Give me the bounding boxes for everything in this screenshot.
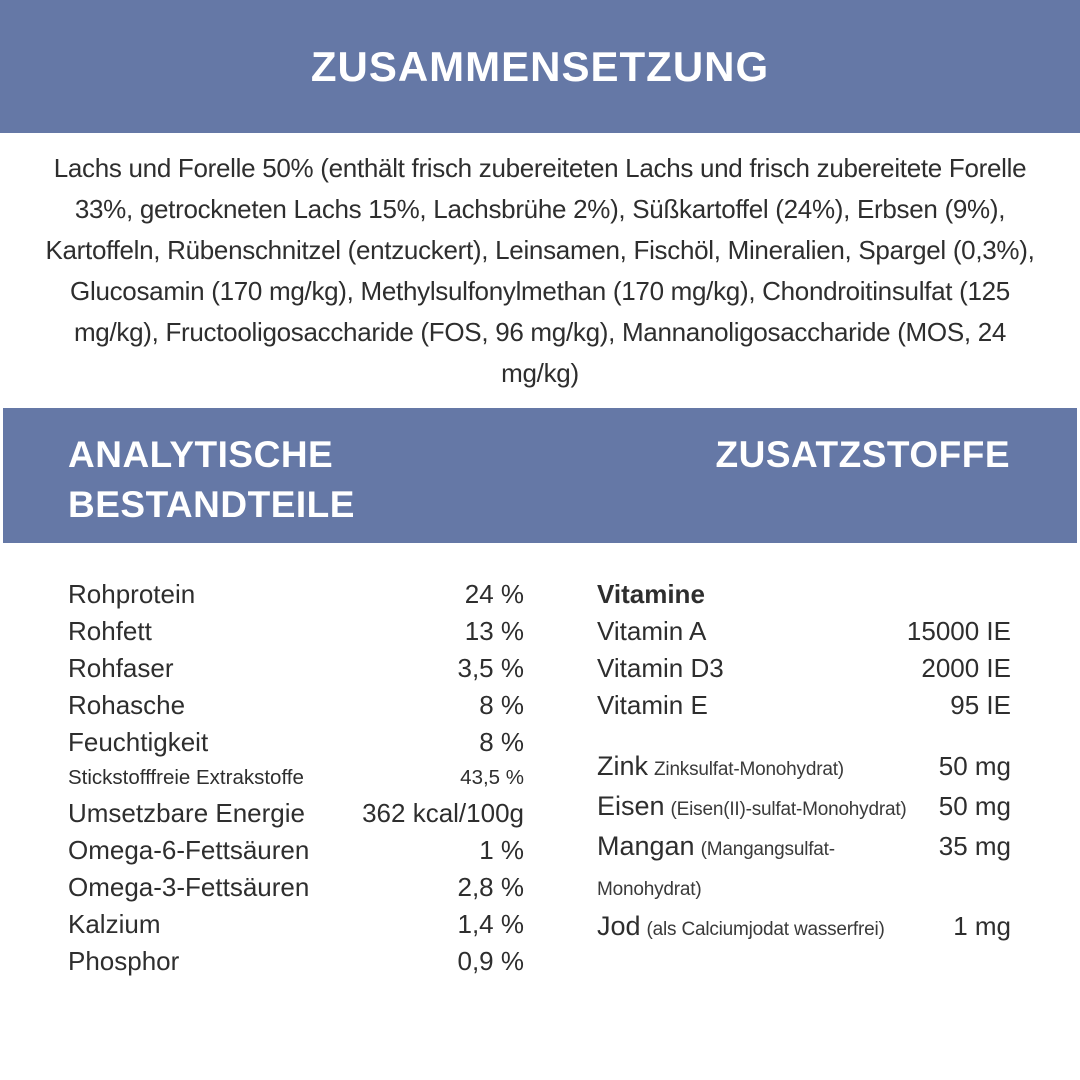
analytical-value: 8 %: [479, 727, 524, 757]
composition-header-band: [0, 0, 1080, 133]
table-row: [597, 748, 1011, 788]
mineral-note: Zinksulfat-Monohydrat): [654, 759, 844, 780]
analytical-constituents-title: ANALYTISCHE BESTANDTEILE: [68, 434, 355, 525]
minerals-group: [597, 748, 1011, 948]
analytical-value: 8 %: [479, 690, 524, 720]
table-row: [597, 908, 1011, 948]
mineral-label: [597, 788, 907, 828]
analytical-label: Rohprotein: [68, 579, 196, 609]
table-row: [68, 869, 524, 906]
analytical-label: Feuchtigkeit: [68, 727, 209, 757]
table-row: [68, 943, 524, 980]
vitamin-value: 15000 IE: [906, 616, 1011, 646]
table-row: [68, 687, 524, 724]
table-row: [68, 650, 524, 687]
analytical-value: 3,5 %: [457, 653, 524, 683]
analytical-value: 1 %: [479, 835, 524, 865]
vitamins-header: Vitamine: [597, 579, 705, 609]
table-row: [68, 832, 524, 869]
analytical-label: Phosphor: [68, 946, 180, 976]
analytical-value: 2,8 %: [457, 872, 524, 902]
composition-section: [0, 133, 1080, 408]
mineral-value: 50 mg: [938, 751, 1011, 781]
table-row: [68, 761, 524, 795]
analytical-label: Stickstofffreie Extrakstoffe: [68, 766, 304, 789]
mineral-name: Mangan: [597, 831, 695, 861]
analytical-label: Rohasche: [68, 690, 186, 720]
table-row: [597, 650, 1011, 687]
section-headings-band: [3, 408, 1077, 543]
mineral-note: (Eisen(II)-sulfat-Monohydrat): [670, 799, 907, 820]
vitamin-label: Vitamin A: [597, 616, 707, 646]
table-row: [597, 828, 1011, 908]
analytical-value: 0,9 %: [457, 946, 524, 976]
table-row: [68, 795, 524, 832]
analytical-label: Rohfett: [68, 616, 152, 646]
mineral-name: Zink: [597, 751, 649, 781]
analytical-label: Omega-6-Fettsäuren: [68, 835, 310, 865]
analytical-value: 1,4 %: [457, 909, 524, 939]
analytical-value: 13 %: [464, 616, 524, 646]
composition-title: ZUSAMMENSETZUNG: [310, 42, 770, 90]
mineral-label: [597, 748, 844, 788]
mineral-name: Eisen: [597, 791, 665, 821]
analytical-label: Umsetzbare Energie: [68, 798, 305, 828]
analytical-table: [68, 576, 524, 980]
table-row: [68, 613, 524, 650]
table-row: [597, 687, 1011, 724]
mineral-note: (Mangangsulfat-Monohydrat): [597, 839, 835, 900]
table-row: [68, 724, 524, 761]
analytical-label: Rohfaser: [68, 653, 174, 683]
vitamin-value: 95 IE: [950, 690, 1011, 720]
mineral-label: [597, 908, 885, 948]
table-row: [597, 788, 1011, 828]
mineral-value: 35 mg: [938, 831, 1011, 861]
table-row: [68, 576, 524, 613]
nutrition-tables: [0, 543, 1080, 980]
mineral-value: 1 mg: [953, 911, 1011, 941]
additives-title: ZUSATZSTOFFE: [715, 434, 1010, 475]
analytical-label: Omega-3-Fettsäuren: [68, 872, 310, 902]
vitamin-label: Vitamin E: [597, 690, 708, 720]
analytical-value: 43,5 %: [460, 766, 524, 789]
analytical-value: 24 %: [464, 579, 524, 609]
mineral-label: [597, 828, 929, 908]
table-row: [68, 906, 524, 943]
table-row: [597, 613, 1011, 650]
vitamin-label: Vitamin D3: [597, 653, 724, 683]
mineral-note: (als Calciumjodat wasserfrei): [646, 919, 885, 940]
ingredients-text: Lachs und Forelle 50% (enthält frisch zubereiteten Lachs und frisch zubereitete Forelle 33%, getrockneten Lachs 15%, Lachsbrühe 2%), Süßkartoffel (24%), Erbsen (9%), Kartoffeln, Rübenschnitzel (entzuckert), Leinsamen, Fischöl, Mineralien, Spargel (0,3%), Glucosamin (170 mg/kg), Methylsulfonylmethan (170 mg/kg), Chondroitinsulfat (125 mg/kg), Fructooligosaccharide (FOS, 96 mg/kg), Mannanoligosaccharide (MOS, 24 mg/kg): [45, 152, 1035, 388]
analytical-value: 362 kcal/100g: [362, 798, 524, 828]
vitamin-value: 2000 IE: [921, 653, 1011, 683]
analytical-label: Kalzium: [68, 909, 161, 939]
additives-table: [597, 576, 1011, 980]
mineral-value: 50 mg: [938, 791, 1011, 821]
mineral-name: Jod: [597, 911, 641, 941]
